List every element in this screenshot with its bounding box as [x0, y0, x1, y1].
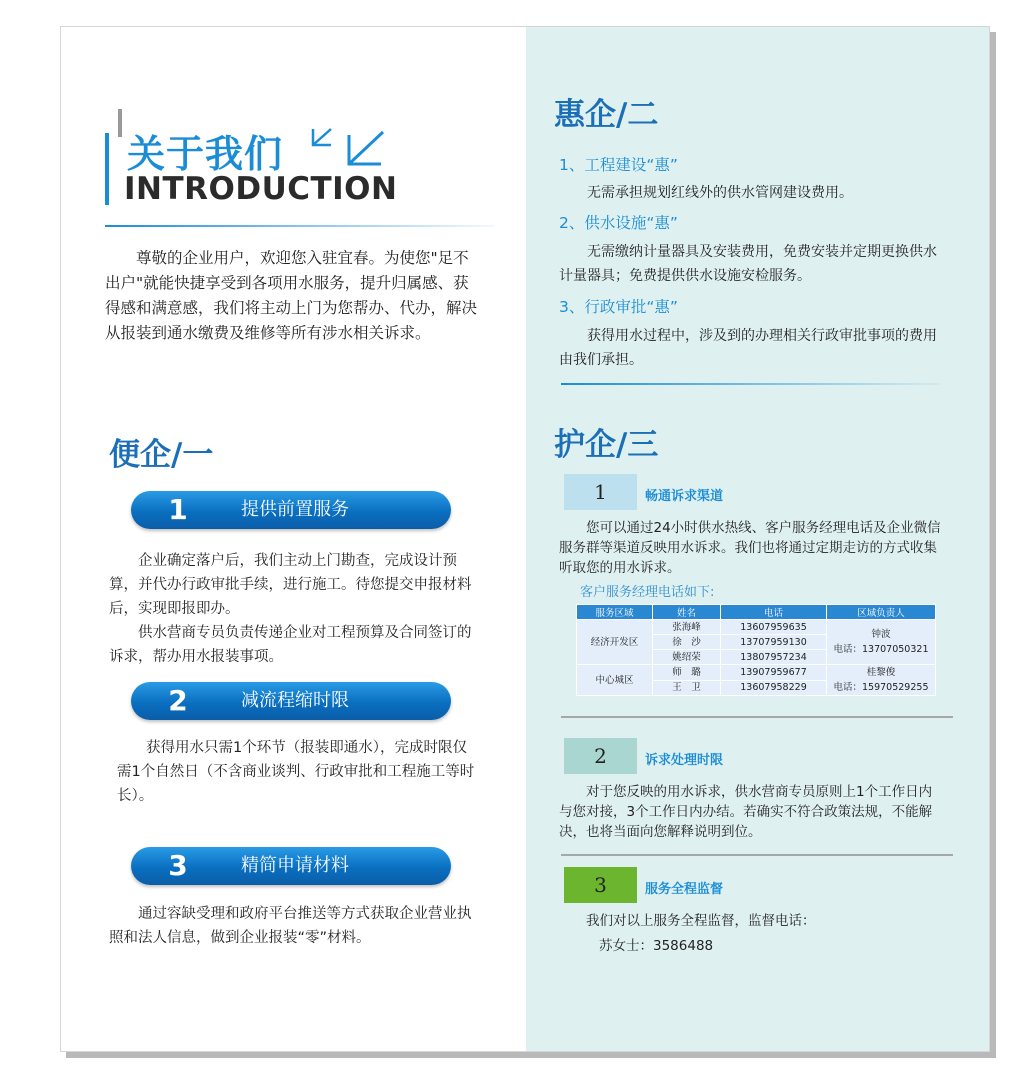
title-accent-bar-blue [105, 133, 109, 205]
column-header: 区域负责人 [827, 605, 936, 620]
arrow-down-left-small-icon [309, 125, 337, 151]
benefit-heading-2: 2、供水设施“惠” [559, 214, 678, 232]
benefit-body-1: 无需承担规划红线外的供水管网建设费用。 [587, 185, 853, 201]
intro-paragraph: 尊敬的企业用户，欢迎您入驻宜春。为使您"足不出户"就能快捷享受到各项用水服务，提升归属感、获得感和满意感，我们将主动上门为您帮办、代办，解决从报装到通水缴费及维修等所有涉水相关诉求。 [105, 249, 478, 342]
pill-label: 提供前置服务 [241, 499, 349, 520]
number-box-2: 2 [564, 738, 637, 774]
benefit-heading-3: 3、行政审批“惠” [559, 298, 678, 316]
intro-divider [105, 225, 495, 227]
name-cell: 王 卫 [653, 680, 721, 696]
protect-heading-2: 诉求处理时限 [645, 753, 724, 768]
protect-body-3: 我们对以上服务全程监督，监督电话： [586, 913, 816, 929]
pill-heading-2 [131, 682, 451, 720]
item-separator [561, 716, 953, 718]
phone-cell: 13607959635 [721, 620, 827, 635]
section1-para-1a: 企业确定落户后，我们主动上门勘查，完成设计预算，并代办行政审批手续，进行施工。待您提交申报材料后，实现即报即办。 [109, 553, 472, 617]
name-cell: 师 璐 [653, 665, 721, 681]
pill-heading-3 [131, 847, 451, 885]
item-separator [561, 854, 953, 856]
lead-phone: 电话：15970529255 [833, 682, 929, 693]
phone-cell: 13707959130 [721, 635, 827, 650]
supervision-contact: 苏女士：3586488 [599, 938, 714, 954]
name-cell: 姚绍荣 [653, 650, 721, 665]
brochure-page [60, 26, 990, 1052]
title-accent-bar-gray [118, 109, 122, 137]
column-header: 服务区域 [577, 605, 653, 620]
introduction-title: INTRODUCTION [124, 171, 398, 207]
section2-divider [561, 383, 941, 385]
lead-name: 桂黎俊 [866, 667, 896, 678]
benefit-body-2: 无需缴纳计量器具及安装费用，免费安装并定期更换供水计量器具；免费提供供水设施安检服务。 [559, 244, 937, 284]
protect-body-1: 您可以通过24小时供水热线、客户服务经理电话及企业微信服务群等渠道反映用水诉求。我们也将通过定期走访的方式收集听取您的用水诉求。 [559, 520, 941, 576]
section2-title: 惠企/二 [554, 97, 659, 133]
section1-title: 便企/一 [109, 437, 214, 473]
protect-heading-1: 畅通诉求渠道 [645, 489, 724, 504]
table-row [577, 620, 936, 635]
number-box-3: 3 [564, 867, 637, 903]
table-header-row [577, 605, 936, 620]
phone-cell: 13607958229 [721, 680, 827, 696]
name-cell: 张海峰 [653, 620, 721, 635]
table-caption: 客户服务经理电话如下: [580, 585, 715, 600]
arrow-down-left-large-icon [345, 129, 389, 169]
lead-cell [827, 665, 936, 696]
section1-para-3: 通过容缺受理和政府平台推送等方式获取企业营业执照和法人信息，做到企业报装“零”材料。 [109, 906, 472, 946]
name-cell: 徐 沙 [653, 635, 721, 650]
lead-phone: 电话：13707050321 [833, 644, 929, 655]
lead-cell [827, 620, 936, 665]
area-cell: 中心城区 [577, 665, 653, 696]
phone-cell: 13907959677 [721, 665, 827, 681]
lead-name: 钟波 [871, 629, 891, 640]
protect-heading-3: 服务全程监督 [645, 882, 724, 897]
column-header: 电话 [721, 605, 827, 620]
number-box-1: 1 [564, 474, 637, 510]
manager-phone-table [576, 604, 936, 696]
section1-para-1b: 供水营商专员负责传递企业对工程预算及合同签订的诉求，帮办用水报装事项。 [109, 625, 472, 665]
column-header: 姓名 [653, 605, 721, 620]
section3-title: 护企/三 [554, 427, 659, 463]
section1-para-2: 获得用水只需1个环节（报装即通水），完成时限仅需1个自然日（不含商业谈判、行政审批和工程施工等时长）。 [117, 740, 475, 804]
pill-heading-1 [131, 491, 451, 529]
about-us-title: 关于我们 [127, 132, 284, 176]
pill-label: 精简申请材料 [241, 855, 349, 876]
benefit-body-3: 获得用水过程中，涉及到的办理相关行政审批事项的费用由我们承担。 [559, 328, 937, 368]
area-cell: 经济开发区 [577, 620, 653, 665]
phone-cell: 13807957234 [721, 650, 827, 665]
benefit-heading-1: 1、工程建设“惠” [559, 156, 678, 174]
protect-body-2: 对于您反映的用水诉求，供水营商专员原则上1个工作日内与您对接，3个工作日内办结。若确实不符合政策法规，不能解决，也将当面向您解释说明到位。 [559, 784, 933, 840]
pill-number: 3 [168, 849, 188, 882]
pill-label: 减流程缩时限 [241, 690, 349, 711]
pill-number: 2 [168, 684, 188, 717]
table-row [577, 665, 936, 681]
pill-number: 1 [168, 493, 188, 526]
